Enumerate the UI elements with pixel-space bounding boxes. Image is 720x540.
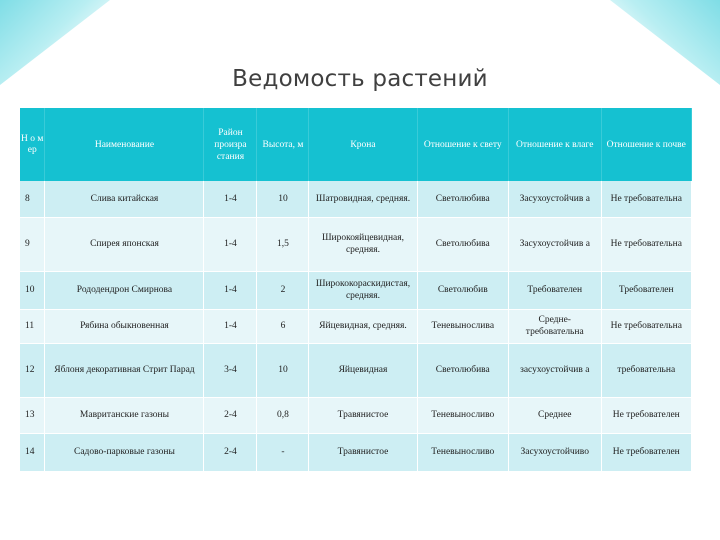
- cell-light: Светолюбив: [417, 271, 508, 309]
- header-name: Наименование: [45, 108, 204, 181]
- cell-moisture: Засухоустойчив а: [509, 217, 602, 271]
- table-row: [20, 433, 692, 471]
- cell-zone: 1-4: [204, 217, 257, 271]
- cell-soil: Не требовательна: [601, 217, 692, 271]
- cell-number: 11: [20, 309, 45, 343]
- cell-name: Садово-парковые газоны: [45, 433, 204, 471]
- cell-name: Слива китайская: [45, 181, 204, 217]
- cell-zone: 3-4: [204, 343, 257, 397]
- cell-name: Яблоня декоративная Стрит Парад: [45, 343, 204, 397]
- cell-moisture: Засухоустойчиво: [509, 433, 602, 471]
- table-row: [20, 217, 692, 271]
- page-title: Ведомость растений: [232, 66, 488, 92]
- cell-soil: Не требователен: [601, 433, 692, 471]
- cell-light: Теневыносливо: [417, 397, 508, 433]
- table-row: [20, 309, 692, 343]
- cell-moisture: Среднее: [509, 397, 602, 433]
- cell-light: Светолюбива: [417, 217, 508, 271]
- cell-height: 1,5: [257, 217, 309, 271]
- cell-name: Мавританские газоны: [45, 397, 204, 433]
- header-zone: Район произра стания: [204, 108, 257, 181]
- cell-soil: Не требовательна: [601, 309, 692, 343]
- table-row: [20, 181, 692, 217]
- cell-crown: Широкояйцевидная, средняя.: [309, 217, 417, 271]
- header-moisture: Отношение к влаге: [509, 108, 602, 181]
- cell-number: 13: [20, 397, 45, 433]
- cell-crown: Травянистое: [309, 433, 417, 471]
- cell-height: 6: [257, 309, 309, 343]
- cell-number: 10: [20, 271, 45, 309]
- cell-zone: 1-4: [204, 271, 257, 309]
- cell-name: Рододендрон Смирнова: [45, 271, 204, 309]
- cell-moisture: Средне- требовательна: [509, 309, 602, 343]
- cell-light: Светолюбива: [417, 181, 508, 217]
- table-row: [20, 271, 692, 309]
- cell-name: Рябина обыкновенная: [45, 309, 204, 343]
- cell-height: 10: [257, 343, 309, 397]
- cell-height: 0,8: [257, 397, 309, 433]
- cell-zone: 2-4: [204, 397, 257, 433]
- cell-light: Теневыносливо: [417, 433, 508, 471]
- cell-crown: Ширококораскидистая, средняя.: [309, 271, 417, 309]
- cell-moisture: Засухоустойчив а: [509, 181, 602, 217]
- cell-soil: Не требовательна: [601, 181, 692, 217]
- cell-crown: Травянистое: [309, 397, 417, 433]
- header-light: Отношение к свету: [417, 108, 508, 181]
- cell-number: 14: [20, 433, 45, 471]
- cell-crown: Яйцевидная: [309, 343, 417, 397]
- cell-soil: Требователен: [601, 271, 692, 309]
- cell-height: 2: [257, 271, 309, 309]
- header-number: Н о м ер: [20, 108, 45, 181]
- cell-crown: Яйцевидная, средняя.: [309, 309, 417, 343]
- cell-number: 8: [20, 181, 45, 217]
- table-row: [20, 397, 692, 433]
- cell-light: Светолюбива: [417, 343, 508, 397]
- header-crown: Крона: [309, 108, 417, 181]
- cell-light: Теневыносливa: [417, 309, 508, 343]
- cell-soil: требовательна: [601, 343, 692, 397]
- header-height: Высота, м: [257, 108, 309, 181]
- cell-soil: Не требователен: [601, 397, 692, 433]
- header-soil: Отношение к почве: [601, 108, 692, 181]
- cell-moisture: Требователен: [509, 271, 602, 309]
- cell-height: 10: [257, 181, 309, 217]
- table-row: [20, 343, 692, 397]
- table-header-row: [20, 108, 692, 181]
- cell-height: -: [257, 433, 309, 471]
- cell-crown: Шатровидная, средняя.: [309, 181, 417, 217]
- cell-number: 9: [20, 217, 45, 271]
- cell-zone: 1-4: [204, 181, 257, 217]
- cell-number: 12: [20, 343, 45, 397]
- cell-zone: 1-4: [204, 309, 257, 343]
- cell-name: Спирея японская: [45, 217, 204, 271]
- cell-moisture: засухоустойчив а: [509, 343, 602, 397]
- plants-table: [20, 108, 692, 472]
- cell-zone: 2-4: [204, 433, 257, 471]
